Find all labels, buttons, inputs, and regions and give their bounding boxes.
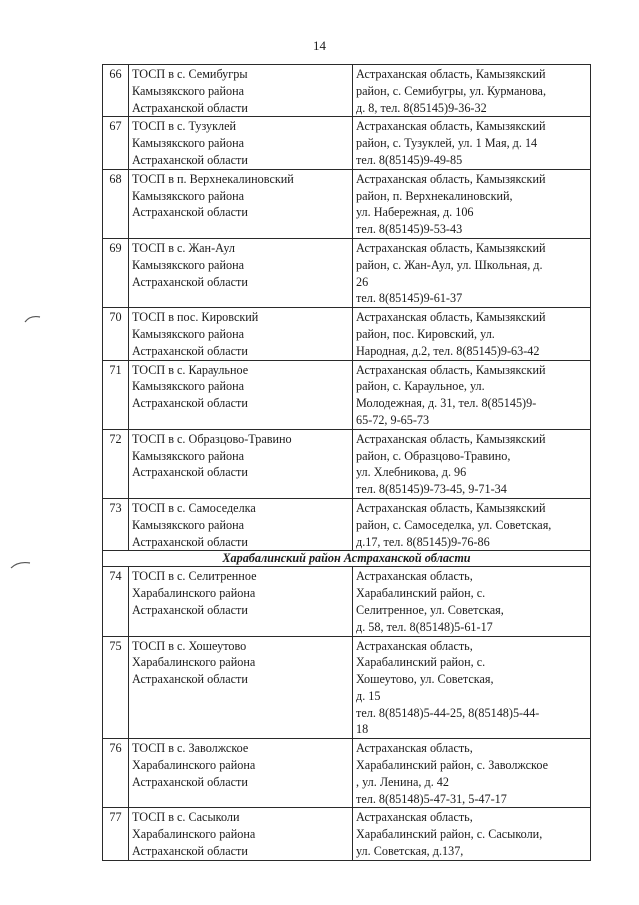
org-line: ТОСП в с. Селитренное (132, 569, 257, 584)
address-cell (353, 360, 591, 429)
address-line: тел. 8(85148)5-44-25, 8(85148)5-44- (356, 705, 540, 720)
org-line: Астраханской области (132, 343, 248, 358)
address-cell (353, 238, 591, 307)
org-line: ТОСП в с. Караульное (132, 362, 249, 377)
org-line: Харабалинского района (132, 827, 256, 842)
address-line: тел. 8(85145)9-61-37 (356, 291, 463, 306)
address-line: Селитренное, ул. Советская, (356, 602, 504, 617)
table-row (103, 808, 591, 860)
kharabali-rows (103, 567, 591, 861)
address-line: Астраханская область, Камызякский (356, 240, 546, 255)
org-line: Камызякского района (132, 136, 245, 151)
address-line: тел. 8(85145)9-53-43 (356, 222, 463, 237)
org-line: Астраханской области (132, 844, 248, 859)
organization-cell (129, 65, 353, 117)
address-line: Молодежная, д. 31, тел. 8(85145)9- (356, 396, 537, 411)
row-number: 67 (103, 117, 129, 169)
address-line: д. 15 (356, 688, 381, 703)
row-number: 75 (103, 636, 129, 739)
row-number: 76 (103, 739, 129, 808)
address-line: 26 (356, 274, 369, 289)
org-line: ТОСП в с. Заволжское (132, 741, 249, 756)
organization-cell (129, 636, 353, 739)
table-row (103, 498, 591, 550)
address-line: Астраханская область, (356, 810, 473, 825)
org-line: Астраханской области (132, 465, 248, 480)
org-line: Астраханской области (132, 205, 248, 220)
org-line: ТОСП в с. Образцово-Травино (132, 431, 292, 446)
table-row (103, 117, 591, 169)
row-number: 71 (103, 360, 129, 429)
row-number: 68 (103, 169, 129, 238)
organization-cell (129, 238, 353, 307)
address-line: тел. 8(85148)5-47-31, 5-47-17 (356, 791, 507, 806)
section-heading: Харабалинский район Астраханской области (103, 551, 591, 567)
address-line: район, с. Образцово-Травино, (356, 448, 511, 463)
org-line: Астраханской области (132, 152, 248, 167)
address-line: Народная, д.2, тел. 8(85145)9-63-42 (356, 343, 540, 358)
address-line: Харабалинский район, с. (356, 586, 486, 601)
address-line: тел. 8(85145)9-49-85 (356, 152, 463, 167)
address-line: район, с. Жан-Аул, ул. Школьная, д. (356, 257, 543, 272)
org-line: Астраханской области (132, 602, 248, 617)
org-line: Харабалинского района (132, 655, 256, 670)
table-row (103, 636, 591, 739)
address-line: Астраханская область, (356, 638, 473, 653)
address-line: Харабалинский район, с. (356, 655, 486, 670)
section-heading-row (103, 551, 591, 567)
org-line: Астраханской области (132, 274, 248, 289)
organization-cell (129, 169, 353, 238)
org-line: Камызякского района (132, 379, 245, 394)
org-line: ТОСП в п. Верхнекалиновский (132, 171, 294, 186)
address-cell (353, 739, 591, 808)
address-line: Астраханская область, Камызякский (356, 362, 546, 377)
organization-cell (129, 739, 353, 808)
org-line: Камызякского района (132, 83, 245, 98)
address-line: ул. Советская, д.137, (356, 844, 464, 859)
table-row (103, 169, 591, 238)
organization-cell (129, 429, 353, 498)
address-line: д. 8, тел. 8(85145)9-36-32 (356, 100, 487, 115)
address-line: Астраханская область, Камызякский (356, 171, 546, 186)
row-number: 73 (103, 498, 129, 550)
org-line: ТОСП в с. Семибугры (132, 67, 248, 81)
org-line: Камызякского района (132, 257, 245, 272)
address-line: Харабалинский район, с. Сасыколи, (356, 827, 543, 842)
organizations-table (102, 64, 591, 861)
address-line: Астраханская область, Камызякский (356, 431, 546, 446)
address-line: , ул. Ленина, д. 42 (356, 774, 449, 789)
row-number: 69 (103, 238, 129, 307)
address-line: Астраханская область, Камызякский (356, 500, 546, 515)
address-cell (353, 636, 591, 739)
table-row (103, 360, 591, 429)
row-number: 77 (103, 808, 129, 860)
address-line: район, с. Самоседелка, ул. Советская, (356, 517, 552, 532)
org-line: Харабалинского района (132, 758, 256, 773)
address-line: район, пос. Кировский, ул. (356, 326, 495, 341)
org-line: ТОСП в пос. Кировский (132, 310, 259, 325)
table-row (103, 739, 591, 808)
address-cell (353, 169, 591, 238)
organization-cell (129, 308, 353, 360)
address-cell (353, 429, 591, 498)
org-line: Астраханской области (132, 396, 248, 411)
table-row (103, 567, 591, 636)
organization-cell (129, 808, 353, 860)
table-row (103, 429, 591, 498)
org-line: Астраханской области (132, 534, 248, 549)
address-line: Хошеутово, ул. Советская, (356, 672, 494, 687)
table-row (103, 238, 591, 307)
row-number: 70 (103, 308, 129, 360)
address-cell (353, 498, 591, 550)
kamyzyak-rows (103, 65, 591, 551)
org-line: ТОСП в с. Жан-Аул (132, 240, 235, 255)
org-line: ТОСП в с. Тузуклей (132, 119, 237, 134)
address-line: Астраханская область, Камызякский (356, 119, 546, 134)
org-line: Астраханской области (132, 672, 248, 687)
org-line: ТОСП в с. Хошеутово (132, 638, 247, 653)
org-line: Харабалинского района (132, 586, 256, 601)
address-line: район, с. Тузуклей, ул. 1 Мая, д. 14 (356, 136, 538, 151)
org-line: Камызякского района (132, 517, 245, 532)
org-line: Камызякского района (132, 448, 245, 463)
address-line: Астраханская область, (356, 569, 473, 584)
address-cell (353, 117, 591, 169)
organization-cell (129, 567, 353, 636)
address-line: Астраханская область, (356, 741, 473, 756)
organization-cell (129, 498, 353, 550)
address-line: 65-72, 9-65-73 (356, 412, 430, 427)
address-line: д. 58, тел. 8(85148)5-61-17 (356, 619, 493, 634)
address-cell (353, 65, 591, 117)
table-row (103, 65, 591, 117)
address-line: ул. Набережная, д. 106 (356, 205, 474, 220)
table-row (103, 308, 591, 360)
address-line: ул. Хлебникова, д. 96 (356, 465, 467, 480)
address-line: район, с. Караульное, ул. (356, 379, 485, 394)
org-line: Астраханской области (132, 100, 248, 115)
org-line: Астраханской области (132, 774, 248, 789)
address-line: 18 (356, 722, 369, 737)
margin-pen-mark (10, 560, 32, 570)
org-line: ТОСП в с. Самоседелка (132, 500, 256, 515)
organization-cell (129, 117, 353, 169)
address-line: д.17, тел. 8(85145)9-76-86 (356, 534, 490, 549)
org-line: Камызякского района (132, 326, 245, 341)
row-number: 74 (103, 567, 129, 636)
section-heading-group (103, 551, 591, 567)
address-line: Харабалинский район, с. Заволжское (356, 758, 548, 773)
margin-pen-mark (24, 314, 42, 324)
org-line: ТОСП в с. Сасыколи (132, 810, 240, 825)
row-number: 72 (103, 429, 129, 498)
address-line: Астраханская область, Камызякский (356, 310, 546, 325)
address-cell (353, 308, 591, 360)
address-cell (353, 567, 591, 636)
org-line: Камызякского района (132, 188, 245, 203)
address-line: район, п. Верхнекалиновский, (356, 188, 513, 203)
address-line: район, с. Семибугры, ул. Курманова, (356, 83, 547, 98)
address-cell (353, 808, 591, 860)
address-line: тел. 8(85145)9-73-45, 9-71-34 (356, 482, 507, 497)
organization-cell (129, 360, 353, 429)
page-number: 14 (313, 38, 326, 53)
row-number: 66 (103, 65, 129, 117)
address-line: Астраханская область, Камызякский (356, 67, 546, 81)
